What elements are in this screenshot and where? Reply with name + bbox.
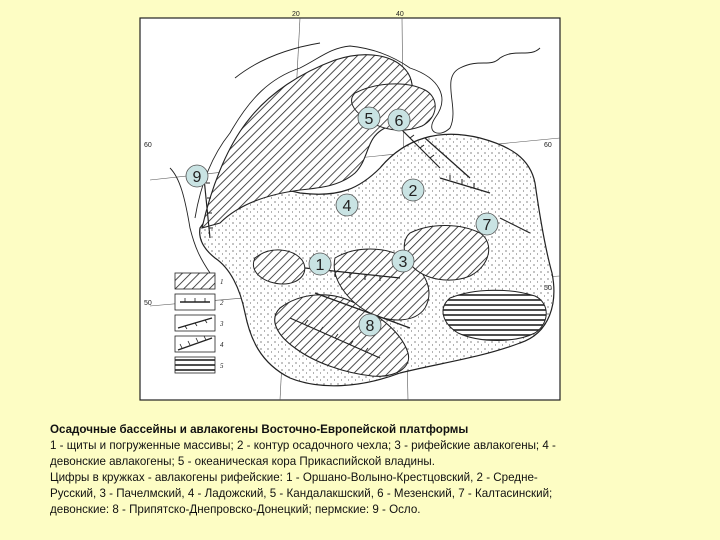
marker-1-label: 1	[315, 257, 325, 274]
legend-number-3: 3	[220, 320, 224, 328]
legend-number-2: 2	[220, 299, 224, 307]
marker-8-label: 8	[365, 318, 375, 335]
lat-label-50-left: 50	[144, 300, 152, 307]
legend-swatch-1	[175, 273, 215, 289]
lat-label-60-left: 60	[144, 142, 152, 149]
map-caption	[50, 422, 690, 519]
marker-7	[476, 213, 498, 235]
marker-3-label: 3	[398, 254, 408, 271]
marker-9-label: 9	[192, 169, 202, 186]
legend-number-1: 1	[220, 278, 224, 286]
caspian-oceanic-crust	[443, 290, 546, 340]
marker-2	[402, 179, 424, 201]
marker-1	[309, 253, 331, 275]
lon-label-20: 20	[292, 11, 300, 18]
caption-line-5: девонские: 8 - Припятско-Днепровско-Донецкий; пермские: 9 - Осло.	[50, 503, 421, 517]
caption-line-3: Цифры в кружках - авлакогены рифейские: 1 - Оршано-Волыно-Крестцовский, 2 - Средне-	[50, 471, 538, 485]
marker-5	[358, 107, 380, 129]
marker-6-label: 6	[394, 113, 404, 130]
lat-label-60-right: 60	[544, 142, 552, 149]
caption-line-4: Русский, 3 - Пачелмский, 4 - Ладожский, 5 - Кандалакшский, 6 - Мезенский, 7 - Калтасинский;	[50, 487, 553, 501]
map-svg	[140, 11, 580, 418]
marker-6	[388, 109, 410, 131]
caption-title: Осадочные бассейны и авлакогены Восточно-Европейской платформы	[50, 423, 469, 436]
legend-swatch-5	[175, 357, 215, 373]
marker-9	[186, 165, 208, 187]
marker-7-label: 7	[482, 217, 492, 234]
caption-line-2: девонские авлакогены; 5 - океаническая кора Прикаспийской владины.	[50, 455, 435, 469]
legend-number-5: 5	[220, 362, 224, 370]
marker-4	[336, 194, 358, 216]
marker-8	[359, 314, 381, 336]
legend-number-4: 4	[220, 341, 224, 349]
marker-5-label: 5	[364, 111, 374, 128]
caption-line-1: 1 - щиты и погруженные массивы; 2 - контур осадочного чехла; 3 - рифейские авлакогены; 4 -	[50, 439, 556, 453]
lat-label-50-right: 50	[544, 285, 552, 292]
marker-3	[392, 250, 414, 272]
geologic-map	[140, 11, 580, 418]
marker-4-label: 4	[342, 198, 352, 215]
marker-2-label: 2	[408, 183, 418, 200]
lon-label-40: 40	[396, 11, 404, 18]
